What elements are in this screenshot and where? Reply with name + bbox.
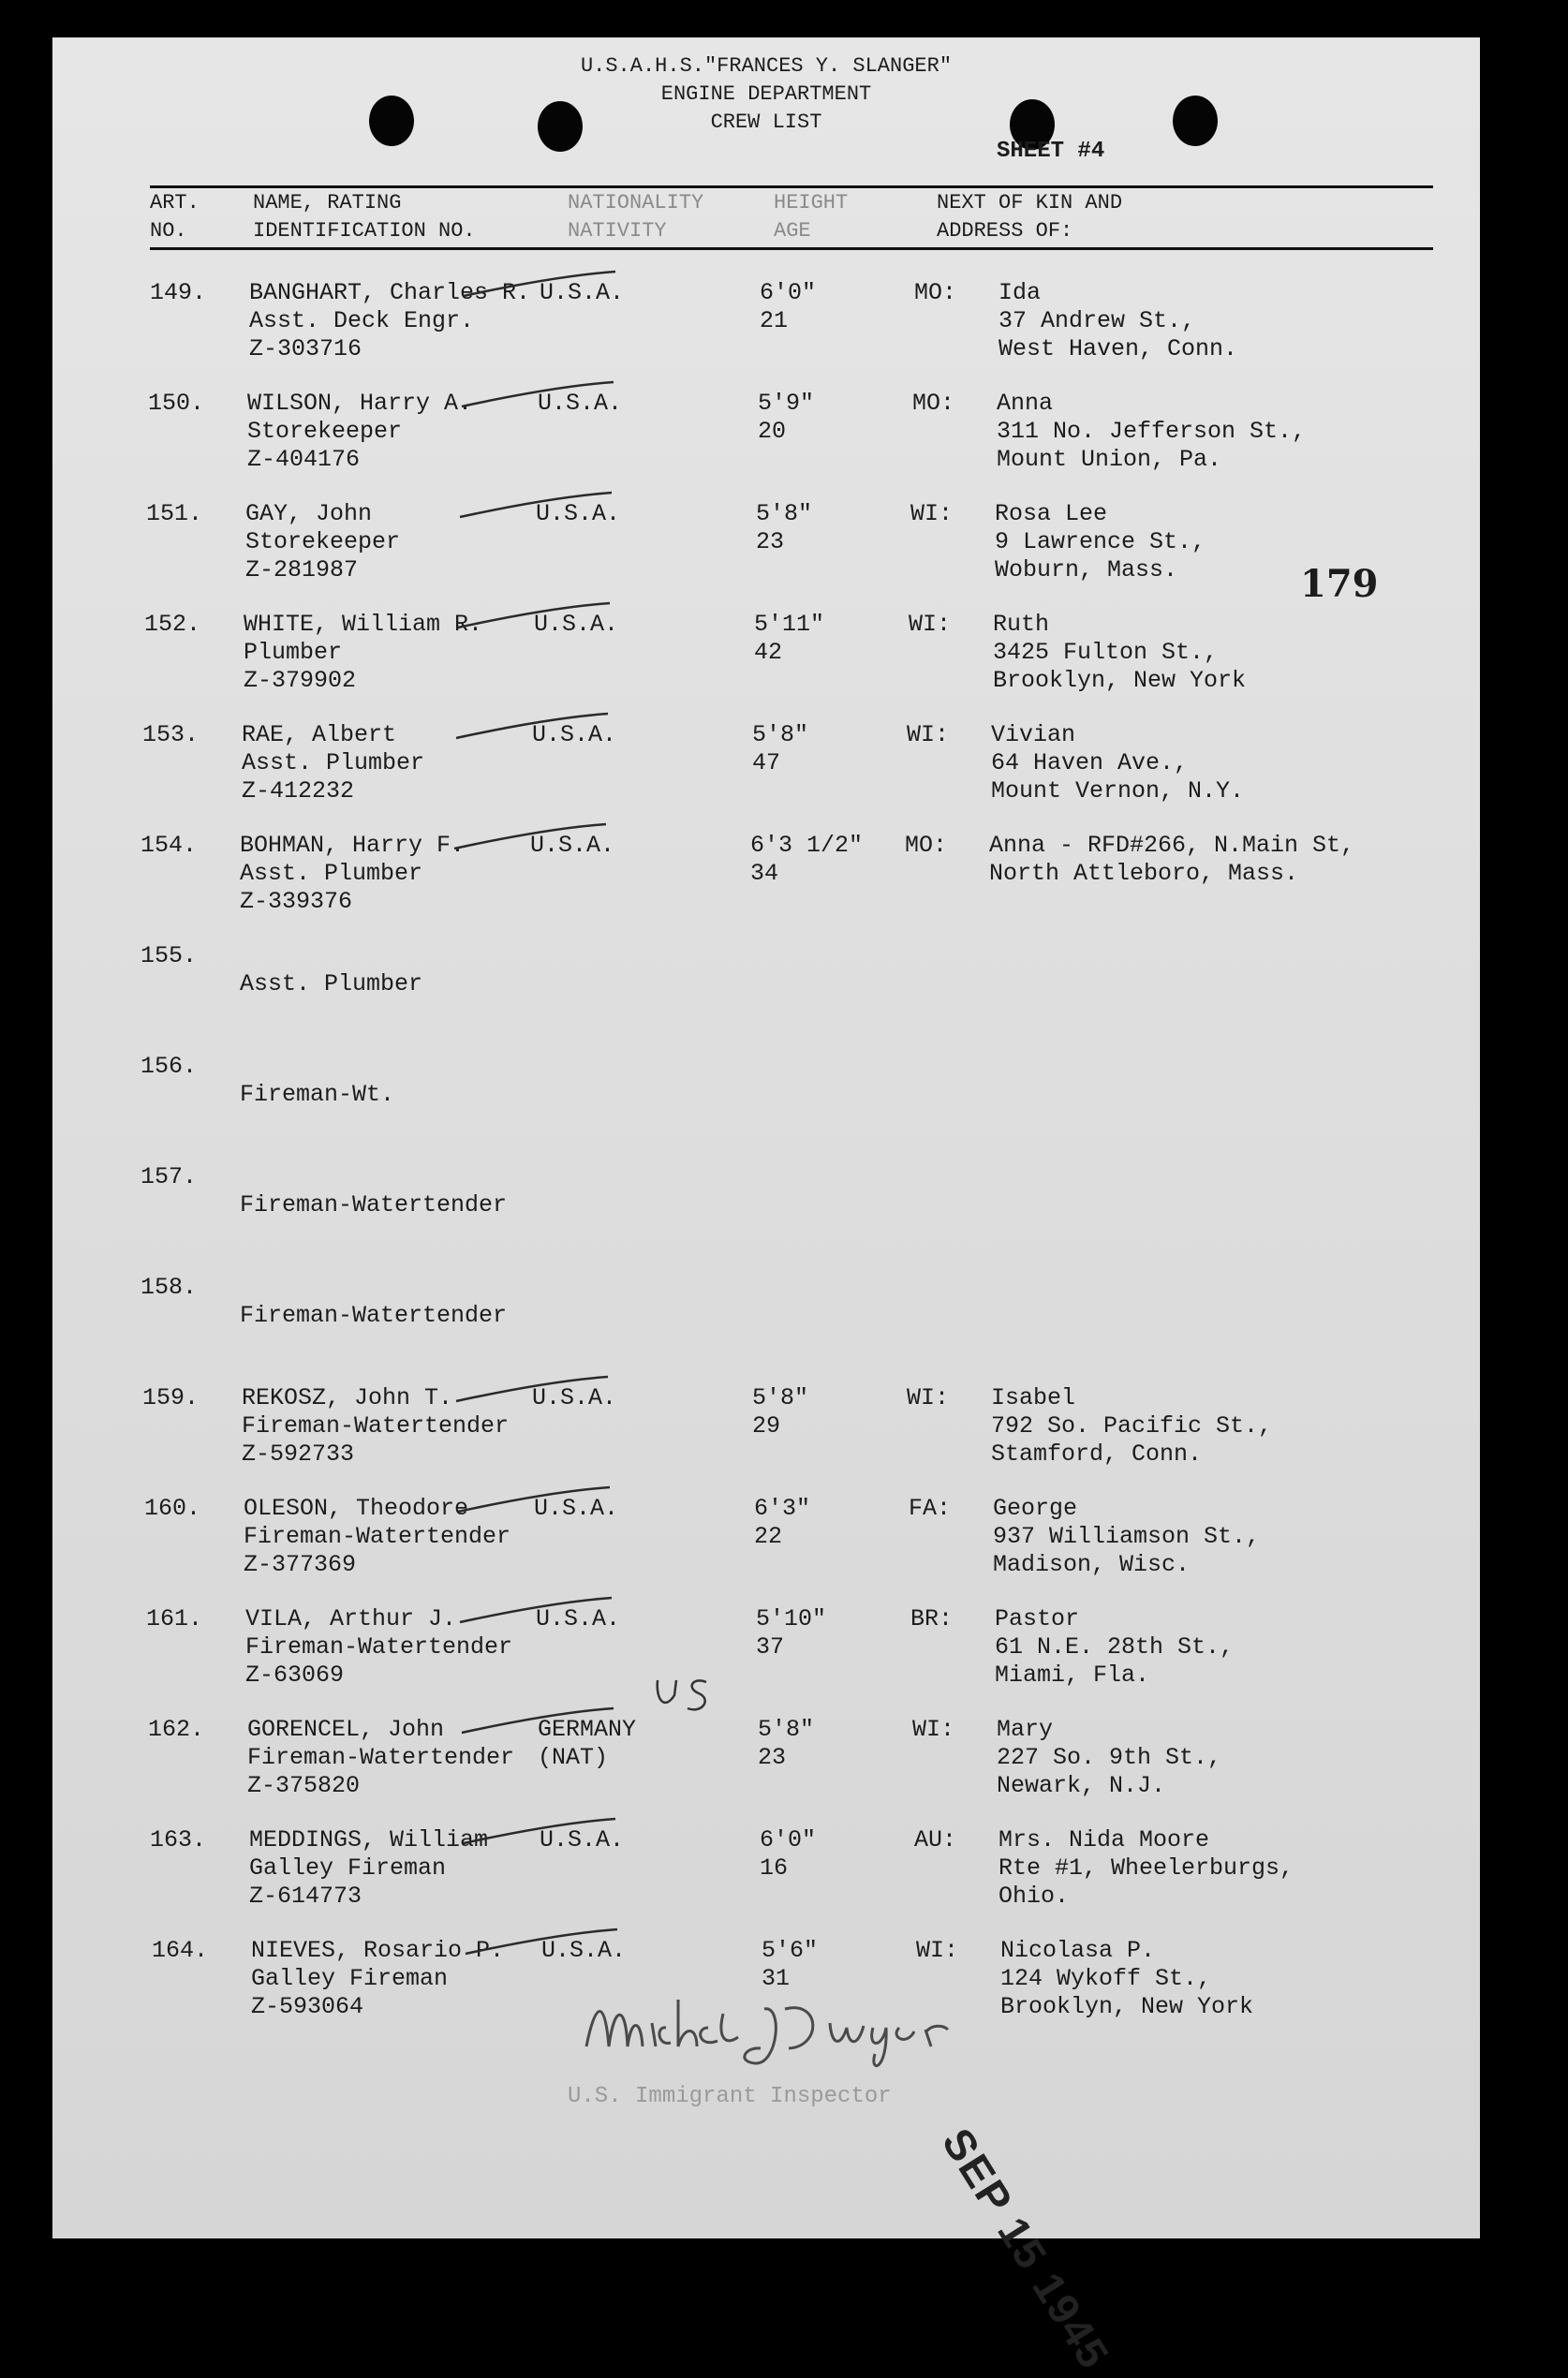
crew-row xyxy=(52,1605,1480,1708)
art-number: 155. xyxy=(141,942,198,969)
crew-list-page xyxy=(52,37,1480,2378)
name-rating-id: GORENCEL, John Fireman-Watertender Z-375820 xyxy=(247,1716,515,1799)
next-of-kin-address: Anna 311 No. Jefferson St., Mount Union, Pa. xyxy=(997,390,1307,473)
name-rating-id: REKOSZ, John T. Fireman-Watertender Z-592733 xyxy=(242,1384,510,1468)
name-rating-id: RAE, Albert Asst. Plumber Z-412232 xyxy=(242,721,425,805)
sheet-number: SHEET #4 xyxy=(997,139,1105,164)
nationality: GERMANY (NAT) xyxy=(538,1716,637,1771)
nationality: U.S.A. xyxy=(538,390,623,417)
header-rule-top xyxy=(150,185,1433,188)
height-age: 5'9" 20 xyxy=(758,390,815,445)
art-number: 163. xyxy=(150,1826,207,1854)
name-rating-id: Fireman-Watertender xyxy=(240,1302,508,1329)
height-age: 5'8" 29 xyxy=(752,1384,809,1440)
height-age: 5'8" 47 xyxy=(752,721,809,776)
height-age: 5'8" 23 xyxy=(758,1716,815,1771)
nationality: U.S.A. xyxy=(534,611,619,638)
relationship: MO: xyxy=(914,279,957,306)
col-name-rating: NAME, RATING IDENTIFICATION NO. xyxy=(253,191,476,243)
height-age: 6'3" 22 xyxy=(754,1495,811,1550)
name-rating-id: Asst. Plumber xyxy=(240,970,423,997)
relationship: MO: xyxy=(912,390,955,417)
inspector-signature xyxy=(577,1981,970,2084)
check-mark xyxy=(456,489,615,521)
relationship: BR: xyxy=(910,1605,954,1632)
relationship: WI: xyxy=(909,611,952,638)
relationship: AU: xyxy=(914,1826,957,1854)
crew-row xyxy=(52,832,1480,935)
crew-row xyxy=(52,721,1480,824)
relationship: WI: xyxy=(910,500,954,527)
art-number: 151. xyxy=(146,500,203,527)
nationality: U.S.A. xyxy=(530,832,615,859)
check-mark xyxy=(462,1926,621,1957)
height-age: 6'0" 21 xyxy=(760,279,817,334)
next-of-kin-address: Mrs. Nida Moore Rte #1, Wheelerburgs, Ohio. xyxy=(998,1826,1294,1910)
art-number: 157. xyxy=(141,1163,198,1190)
art-number: 150. xyxy=(148,390,205,417)
check-mark xyxy=(454,599,614,631)
check-mark xyxy=(458,378,617,410)
crew-row xyxy=(52,390,1480,493)
list-title: CREW LIST xyxy=(710,111,822,134)
height-age: 5'8" 23 xyxy=(756,500,813,555)
check-mark xyxy=(454,1484,614,1515)
nationality: U.S.A. xyxy=(541,1937,627,1964)
nationality: U.S.A. xyxy=(540,1826,625,1854)
art-number: 160. xyxy=(144,1495,201,1522)
crew-row xyxy=(52,1053,1480,1156)
crew-row xyxy=(52,1163,1480,1266)
relationship: WI: xyxy=(916,1937,959,1964)
nationality: U.S.A. xyxy=(532,1384,617,1411)
relationship: WI: xyxy=(912,1716,955,1743)
art-number: 158. xyxy=(141,1274,198,1301)
check-mark xyxy=(451,820,610,852)
header-rule-bottom xyxy=(150,247,1433,250)
nationality: U.S.A. xyxy=(534,1495,619,1522)
next-of-kin-address: Nicolasa P. 124 Wykoff St., Brooklyn, New York xyxy=(1000,1937,1254,2020)
art-number: 164. xyxy=(152,1937,209,1964)
relationship: MO: xyxy=(905,832,948,859)
art-number: 153. xyxy=(142,721,200,748)
next-of-kin-address: Ruth 3425 Fulton St., Brooklyn, New York xyxy=(993,611,1247,694)
ship-name: U.S.A.H.S."FRANCES Y. SLANGER" xyxy=(580,54,953,78)
next-of-kin-address: Pastor 61 N.E. 28th St., Miami, Fla. xyxy=(995,1605,1235,1689)
name-rating-id: WILSON, Harry A. Storekeeper Z-404176 xyxy=(247,390,473,473)
name-rating-id: Fireman-Wt. xyxy=(240,1081,395,1108)
handwritten-us-note xyxy=(652,1673,717,1720)
next-of-kin-address: Vivian 64 Haven Ave., Mount Vernon, N.Y. xyxy=(991,721,1245,805)
crew-row xyxy=(52,1384,1480,1487)
name-rating-id: Fireman-Watertender xyxy=(240,1191,508,1219)
check-mark xyxy=(452,710,612,742)
height-age: 6'0" 16 xyxy=(760,1826,817,1882)
check-mark xyxy=(460,1815,619,1847)
relationship: WI: xyxy=(907,721,950,748)
check-mark xyxy=(456,1594,615,1626)
next-of-kin-address: Mary 227 So. 9th St., Newark, N.J. xyxy=(997,1716,1222,1799)
name-rating-id: NIEVES, Rosario P. Galley Fireman Z-593064 xyxy=(251,1937,505,2020)
nationality: U.S.A. xyxy=(536,500,621,527)
crew-row xyxy=(52,1495,1480,1598)
nationality: U.S.A. xyxy=(540,279,625,306)
name-rating-id: BANGHART, Charles R. Asst. Deck Engr. Z-303716 xyxy=(249,279,531,362)
crew-row xyxy=(52,611,1480,714)
crew-row xyxy=(52,1716,1480,1819)
crew-row xyxy=(52,500,1480,603)
inspector-title: U.S. Immigrant Inspector xyxy=(568,2084,892,2109)
date-stamp: SEP 15 1945 xyxy=(932,2120,1119,2378)
name-rating-id: WHITE, William R. Plumber Z-379902 xyxy=(244,611,483,694)
art-number: 149. xyxy=(150,279,207,306)
relationship: WI: xyxy=(907,1384,950,1411)
department: ENGINE DEPARTMENT xyxy=(660,82,872,106)
art-number: 152. xyxy=(144,611,201,638)
art-number: 159. xyxy=(142,1384,200,1411)
relationship: FA: xyxy=(909,1495,952,1522)
name-rating-id: BOHMAN, Harry F. Asst. Plumber Z-339376 xyxy=(240,832,466,915)
check-mark xyxy=(452,1373,612,1405)
col-art-no: ART. NO. xyxy=(150,191,200,243)
next-of-kin-address: Isabel 792 So. Pacific St., Stamford, Conn. xyxy=(991,1384,1273,1468)
crew-row xyxy=(52,279,1480,382)
next-of-kin-address: Ida 37 Andrew St., West Haven, Conn. xyxy=(998,279,1238,362)
next-of-kin-address: Rosa Lee 9 Lawrence St., Woburn, Mass. xyxy=(995,500,1206,583)
height-age: 5'6" 31 xyxy=(762,1937,819,1992)
height-age: 6'3 1/2" 34 xyxy=(750,832,864,887)
art-number: 161. xyxy=(146,1605,203,1632)
col-next-of-kin: NEXT OF KIN AND ADDRESS OF: xyxy=(937,191,1123,243)
art-number: 154. xyxy=(141,832,198,859)
height-age: 5'11" 42 xyxy=(754,611,825,666)
height-age: 5'10" 37 xyxy=(756,1605,827,1661)
col-height-age: HEIGHT AGE xyxy=(774,191,849,243)
page-number: 179 xyxy=(1300,562,1379,606)
name-rating-id: GAY, John Storekeeper Z-281987 xyxy=(245,500,401,583)
next-of-kin-address: George 937 Williamson St., Madison, Wisc. xyxy=(993,1495,1261,1578)
art-number: 156. xyxy=(141,1053,198,1080)
name-rating-id: MEDDINGS, William Galley Fireman Z-614773 xyxy=(249,1826,489,1910)
nationality: U.S.A. xyxy=(532,721,617,748)
name-rating-id: OLESON, Theodore Fireman-Watertender Z-377369 xyxy=(244,1495,511,1578)
col-nationality: NATIONALITY NATIVITY xyxy=(568,191,704,243)
nationality: U.S.A. xyxy=(536,1605,621,1632)
art-number: 162. xyxy=(148,1716,205,1743)
crew-row xyxy=(52,942,1480,1045)
check-mark xyxy=(458,1705,617,1736)
crew-row xyxy=(52,1826,1480,1929)
next-of-kin-address: Anna - RFD#266, N.Main St, North Attleboro, Mass. xyxy=(989,832,1355,887)
name-rating-id: VILA, Arthur J. Fireman-Watertender Z-63069 xyxy=(245,1605,513,1689)
crew-row xyxy=(52,1274,1480,1377)
check-mark xyxy=(460,268,619,300)
